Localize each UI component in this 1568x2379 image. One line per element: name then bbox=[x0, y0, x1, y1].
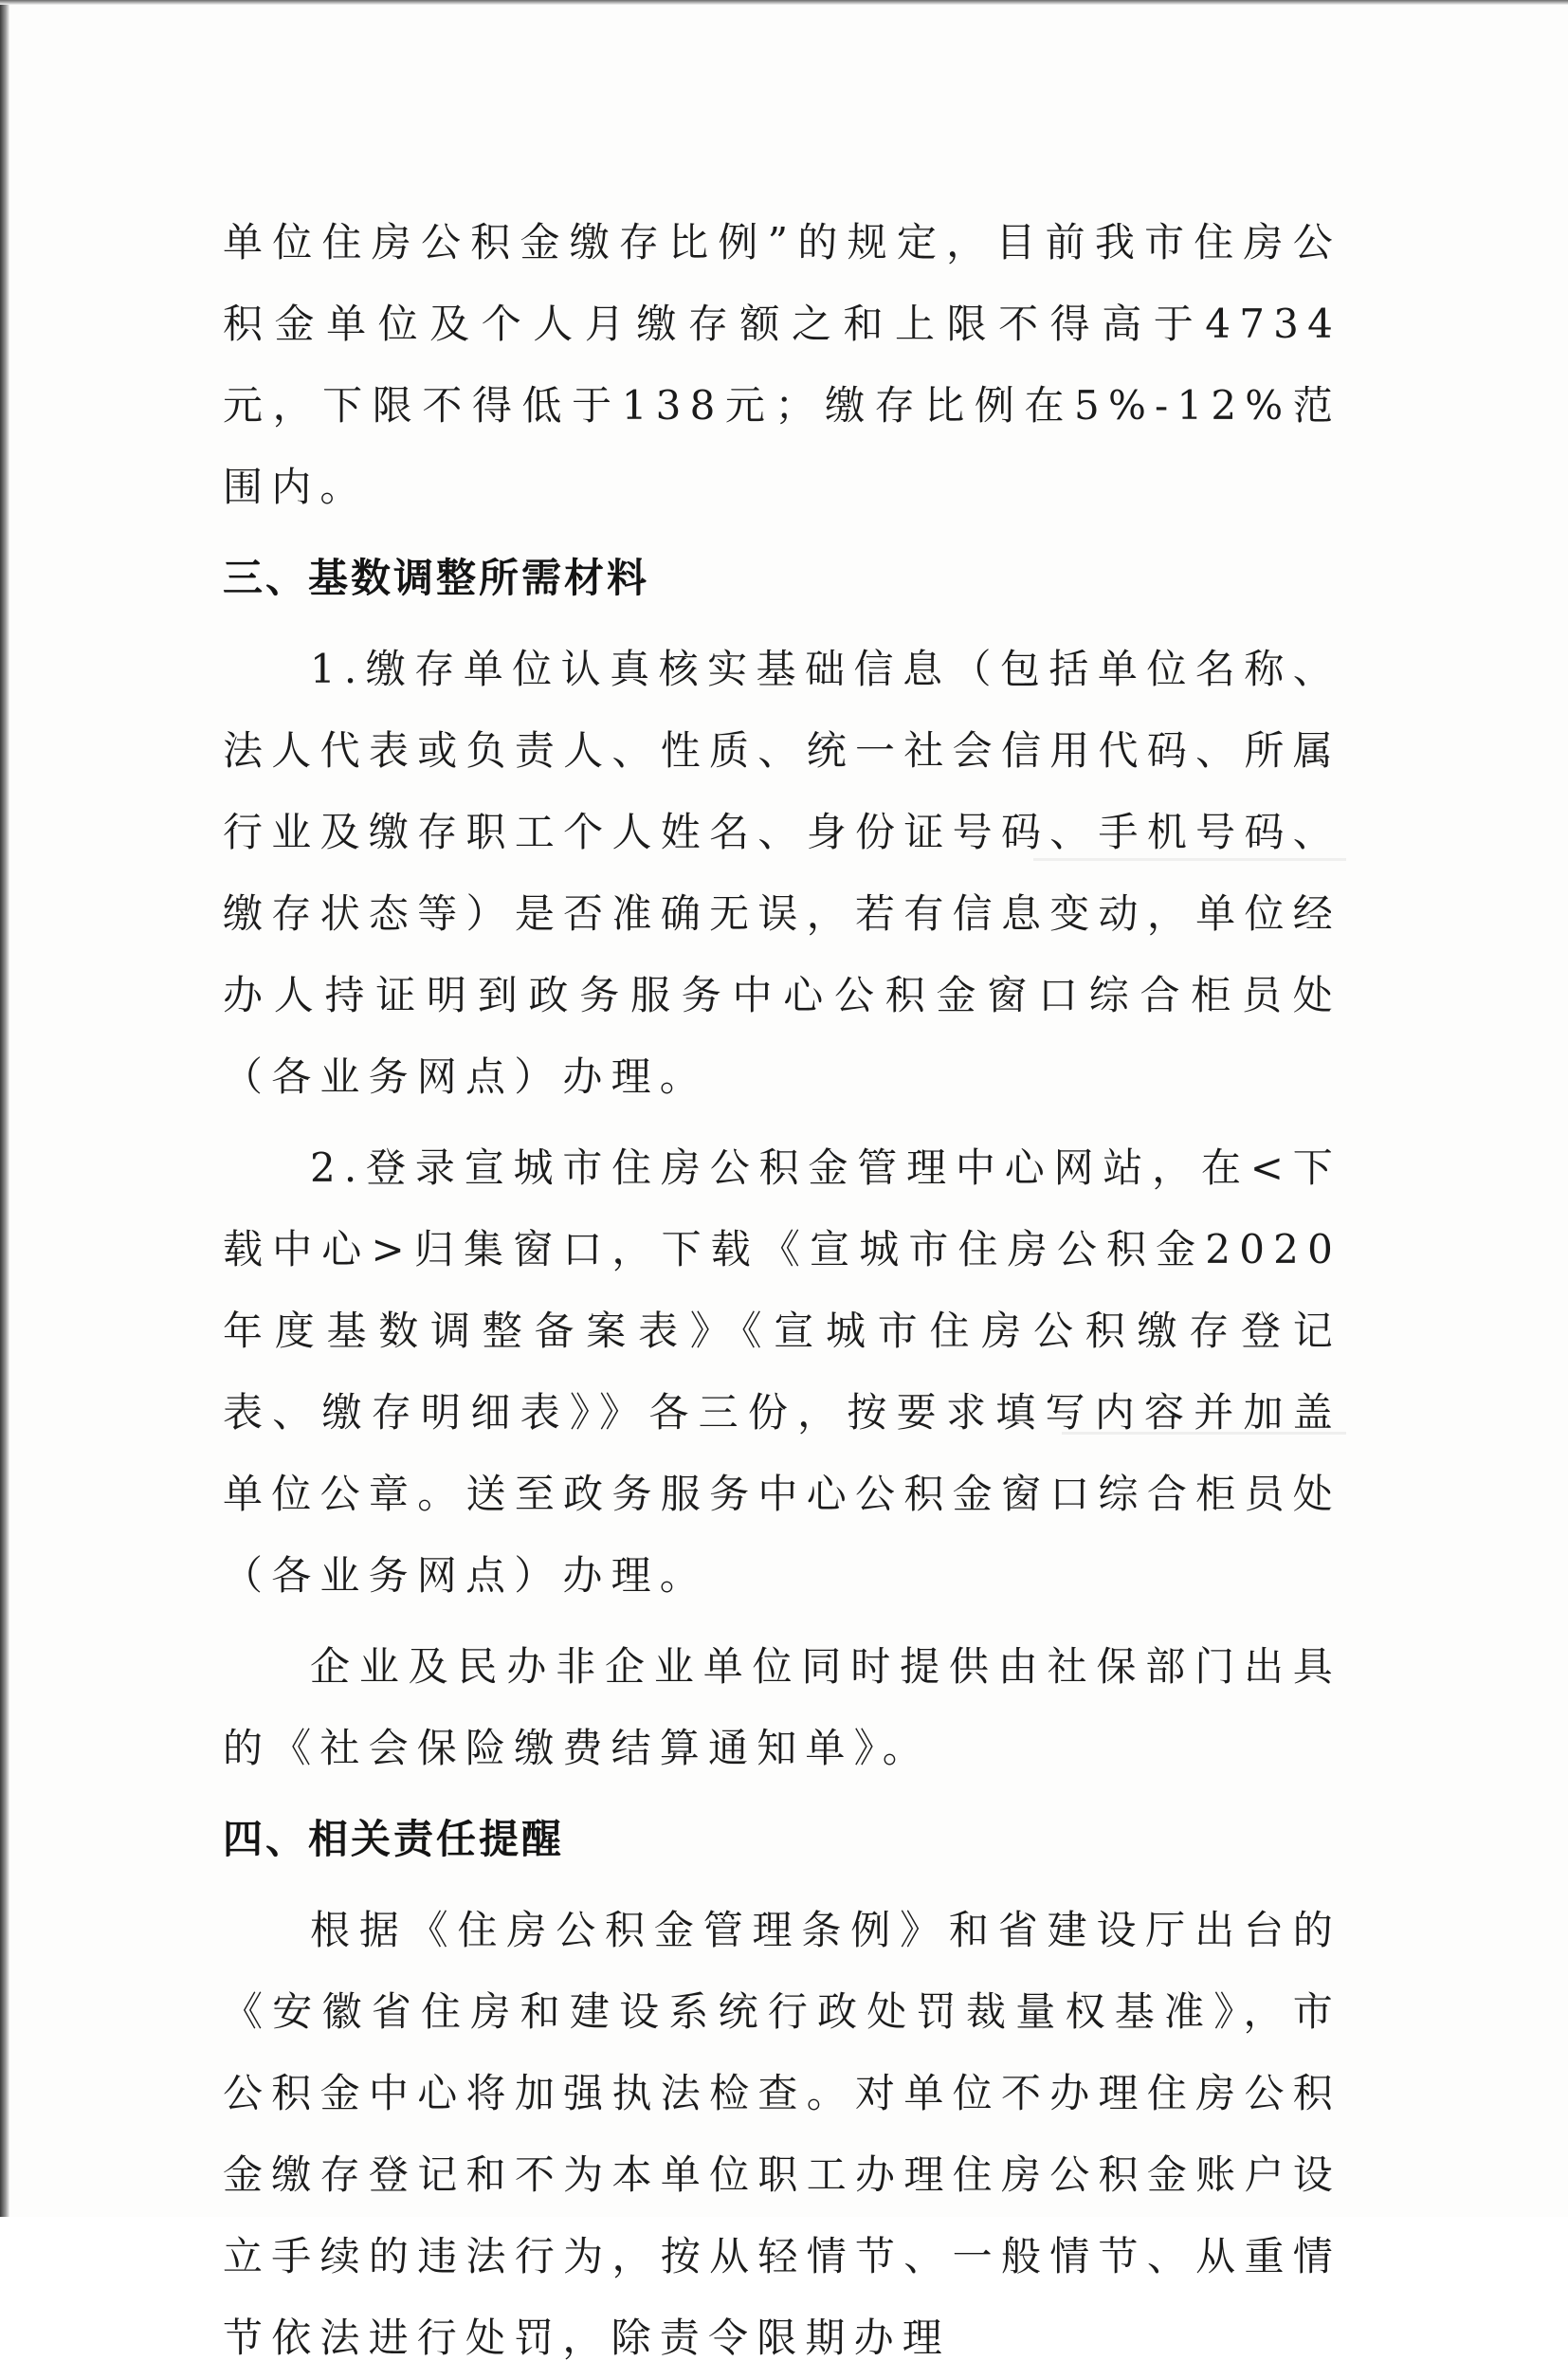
paragraph-item-1: 1.缴存单位认真核实基础信息（包括单位名称、法人代表或负责人、性质、统一社会信用代码、所属行业及缴存职工个人姓名、身份证号码、手机号码、缴存状态等）是否准确无误，若有信息变动，单位经办人持证明到政务服务中心公积金窗口综合柜员处（各业务网点）办理。 bbox=[223, 646, 1341, 1100]
document-body bbox=[223, 202, 1341, 2379]
scan-edge-top bbox=[0, 0, 1568, 5]
section-heading-3: 三、基数调整所需材料 bbox=[223, 555, 650, 601]
paragraph-responsibility: 根据《住房公积金管理条例》和省建设厅出台的《安徽省住房和建设系统行政处罚裁量权基准》，市公积金中心将加强执法检查。对单位不办理住房公积金缴存登记和不为本单位职工办理住房公积金账户设立手续的违法行为，按从轻情节、一般情节、从重情节依法进行处罚，除责令限期办理 bbox=[223, 1907, 1341, 2361]
paragraph-contribution-limits: 单位住房公积金缴存比例”的规定，目前我市住房公积金单位及个人月缴存额之和上限不得高于4734元，下限不得低于138元；缴存比例在5%-12%范围内。 bbox=[223, 219, 1341, 510]
paragraph-item-2: 2.登录宣城市住房公积金管理中心网站，在<下载中心>归集窗口，下载《宣城市住房公积金2020年度基数调整备案表》《宣城市住房公积缴存登记表、缴存明细表》》各三份，按要求填写内容并加盖单位公章。送至政务服务中心公积金窗口综合柜员处（各业务网点）办理。 bbox=[223, 1144, 1341, 1599]
section-heading-4: 四、相关责任提醒 bbox=[223, 1816, 565, 1862]
paragraph-enterprise-note: 企业及民办非企业单位同时提供由社保部门出具的《社会保险缴费结算通知单》。 bbox=[223, 1643, 1341, 1771]
scan-edge-left bbox=[0, 0, 9, 2217]
